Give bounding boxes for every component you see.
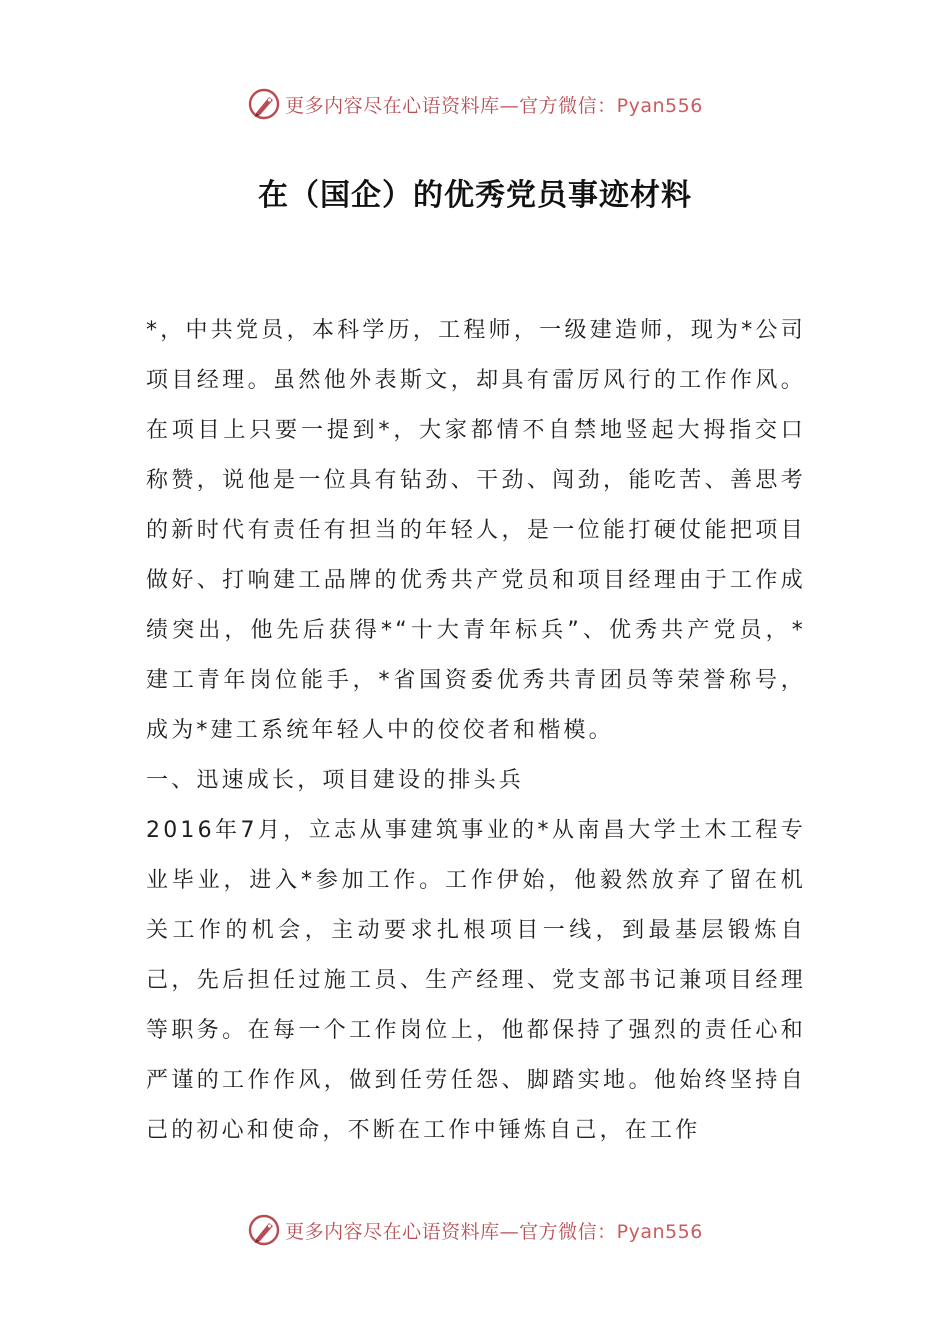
paragraph-intro: *，中共党员，本科学历，工程师，一级建造师，现为*公司项目经理。虽然他外表斯文，却具有雷厉风行的工作作风。在项目上只要一提到*，大家都情不自禁地竖起大拇指交口称赞，说他是一位具有钻劲、干劲、闯劲，能吃苦、善思考的新时代有责任有担当的年轻人，是一位能打硬仗能把项目做好、打响建工品牌的优秀共产党员和项目经理由于工作成绩突出，他先后获得*“十大青年标兵”、优秀共产党员，*建工青年岗位能手，*省国资委优秀共青团员等荣誉称号，成为*建工系统年轻人中的佼佼者和楷模。 xyxy=(146,318,806,743)
watermark-banner-bottom xyxy=(0,1210,950,1250)
pen-nib-logo-icon xyxy=(247,87,281,121)
watermark-cn-text: 更多内容尽在心语资料库—官方微信： xyxy=(285,94,617,117)
watermark-text xyxy=(285,91,703,118)
watermark-text xyxy=(285,1217,703,1244)
document-title: 在（国企）的优秀党员事迹材料 xyxy=(258,178,692,213)
pen-nib-logo-icon xyxy=(247,1213,281,1247)
document-body xyxy=(146,306,806,1156)
watermark-banner-top xyxy=(0,84,950,124)
paragraph-section-1: 2016年7月，立志从事建筑事业的*从南昌大学土木工程专业毕业，进入*参加工作。工作伊始，他毅然放弃了留在机关工作的机会，主动要求扎根项目一线，到最基层锻炼自己，先后担任过施工员、生产经理、党支部书记兼项目经理等职务。在每一个工作岗位上，他都保持了强烈的责任心和严谨的工作作风，做到任劳任怨、脚踏实地。他始终坚持自己的初心和使命，不断在工作中锤炼自己，在工作 xyxy=(146,818,806,1143)
wechat-id: Pyan556 xyxy=(616,1220,703,1243)
wechat-id: Pyan556 xyxy=(616,94,703,117)
watermark-cn-text: 更多内容尽在心语资料库—官方微信： xyxy=(285,1220,617,1243)
section-heading-1: 一、迅速成长，项目建设的排头兵 xyxy=(146,768,525,793)
